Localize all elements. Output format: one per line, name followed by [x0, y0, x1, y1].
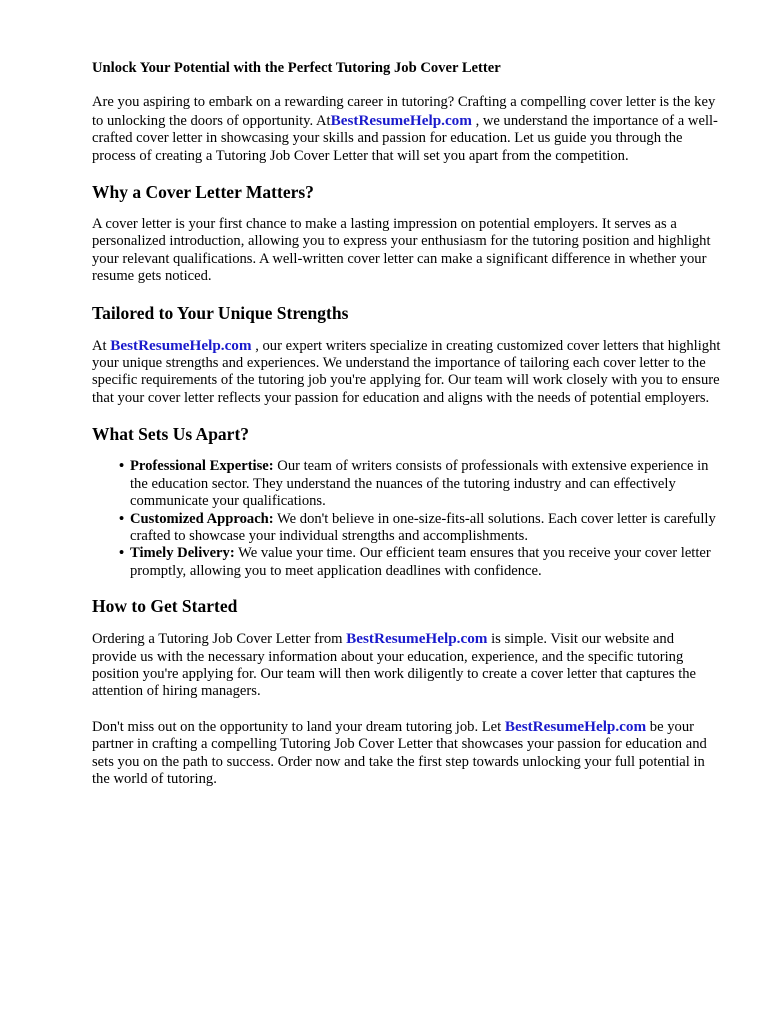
feature-term: Professional Expertise:: [130, 458, 274, 475]
bullet-icon: •: [119, 458, 125, 475]
intro-paragraph: [92, 94, 722, 165]
feature-text: We don't believe in one-size-fits-all solutions. Each cover letter is carefully crafted to showcase your individual strengths and accomplishments.: [130, 510, 716, 544]
section-heading-why-cover-letter: Why a Cover Letter Matters?: [92, 182, 314, 203]
features-list: [92, 458, 722, 580]
list-item: [119, 458, 722, 510]
closing-paragraph: [92, 718, 722, 789]
list-item: [119, 545, 722, 580]
feature-term: Customized Approach:: [130, 510, 274, 527]
tailored-text-before: At: [92, 337, 111, 354]
feature-text: Our team of writers consists of professionals with extensive experience in the education sector. They understand the nuances of the tutoring industry and can effectively communicate your qualifications.: [130, 458, 709, 510]
bullet-icon: •: [119, 545, 125, 562]
document-title: Unlock Your Potential with the Perfect Tutoring Job Cover Letter: [92, 60, 501, 76]
intro-text-after: , we understand the importance of a well-crafted cover letter in showcasing your skills and passion for education. Let us guide you through the process of creating a Tutoring Job Cover Letter that will set you apart from the competition.: [92, 112, 718, 164]
document-page: [92, 60, 722, 805]
bestresumehelp-link[interactable]: BestResumeHelp.com: [110, 336, 252, 354]
get-started-text-after: is simple. Visit our website and provide us with the necessary information about your education, experience, and the specific tutoring position you're applying for. Our team will then work diligently to create a cover letter that captures the attention of hiring managers.: [92, 631, 697, 700]
tailored-paragraph: [92, 337, 722, 408]
bestresumehelp-link[interactable]: BestResumeHelp.com: [346, 630, 488, 648]
intro-text-before: Are you aspiring to embark on a rewarding career in tutoring? Crafting a compelling cover letter is the key to unlocking the doors of opportunity. At: [92, 94, 716, 129]
section-heading-how-to-get-started: How to Get Started: [92, 596, 238, 617]
section-heading-tailored: Tailored to Your Unique Strengths: [92, 302, 349, 323]
list-item: [119, 510, 722, 546]
why-cover-letter-paragraph: A cover letter is your first chance to make a lasting impression on potential employers. It serves as a personalized introduction, allowing you to express your enthusiasm for the tutoring position and highlight your relevant qualifications. A well-written cover letter can make a significant difference in whether your resume gets noticed.: [92, 216, 711, 285]
feature-term: Timely Delivery:: [130, 545, 235, 562]
bullet-icon: •: [119, 510, 125, 527]
bestresumehelp-link[interactable]: BestResumeHelp.com: [330, 111, 472, 129]
tailored-text-after: , our expert writers specialize in creating customized cover letters that highlight your unique strengths and experiences. We understand the importance of tailoring each cover letter to the specific requirements of the tutoring job you're applying for. Our team will work closely with you to ensure that your cover letter reflects your passion for education and aligns with the needs of potential employers.: [92, 337, 721, 406]
get-started-text-before: Ordering a Tutoring Job Cover Letter from: [92, 631, 347, 648]
get-started-paragraph: [92, 630, 722, 701]
closing-text-before: Don't miss out on the opportunity to land your dream tutoring job. Let: [92, 718, 505, 735]
closing-text-after: be your partner in crafting a compelling Tutoring Job Cover Letter that showcases your passion for education and sets you on the path to success. Order now and take the first step towards unlocking your full potential in the world of tutoring.: [92, 718, 707, 787]
feature-text: We value your time. Our efficient team ensures that you receive your cover letter promptly, allowing you to meet application deadlines with confidence.: [130, 545, 711, 579]
bestresumehelp-link[interactable]: BestResumeHelp.com: [504, 717, 647, 735]
section-heading-what-sets-us-apart: What Sets Us Apart?: [92, 424, 250, 445]
